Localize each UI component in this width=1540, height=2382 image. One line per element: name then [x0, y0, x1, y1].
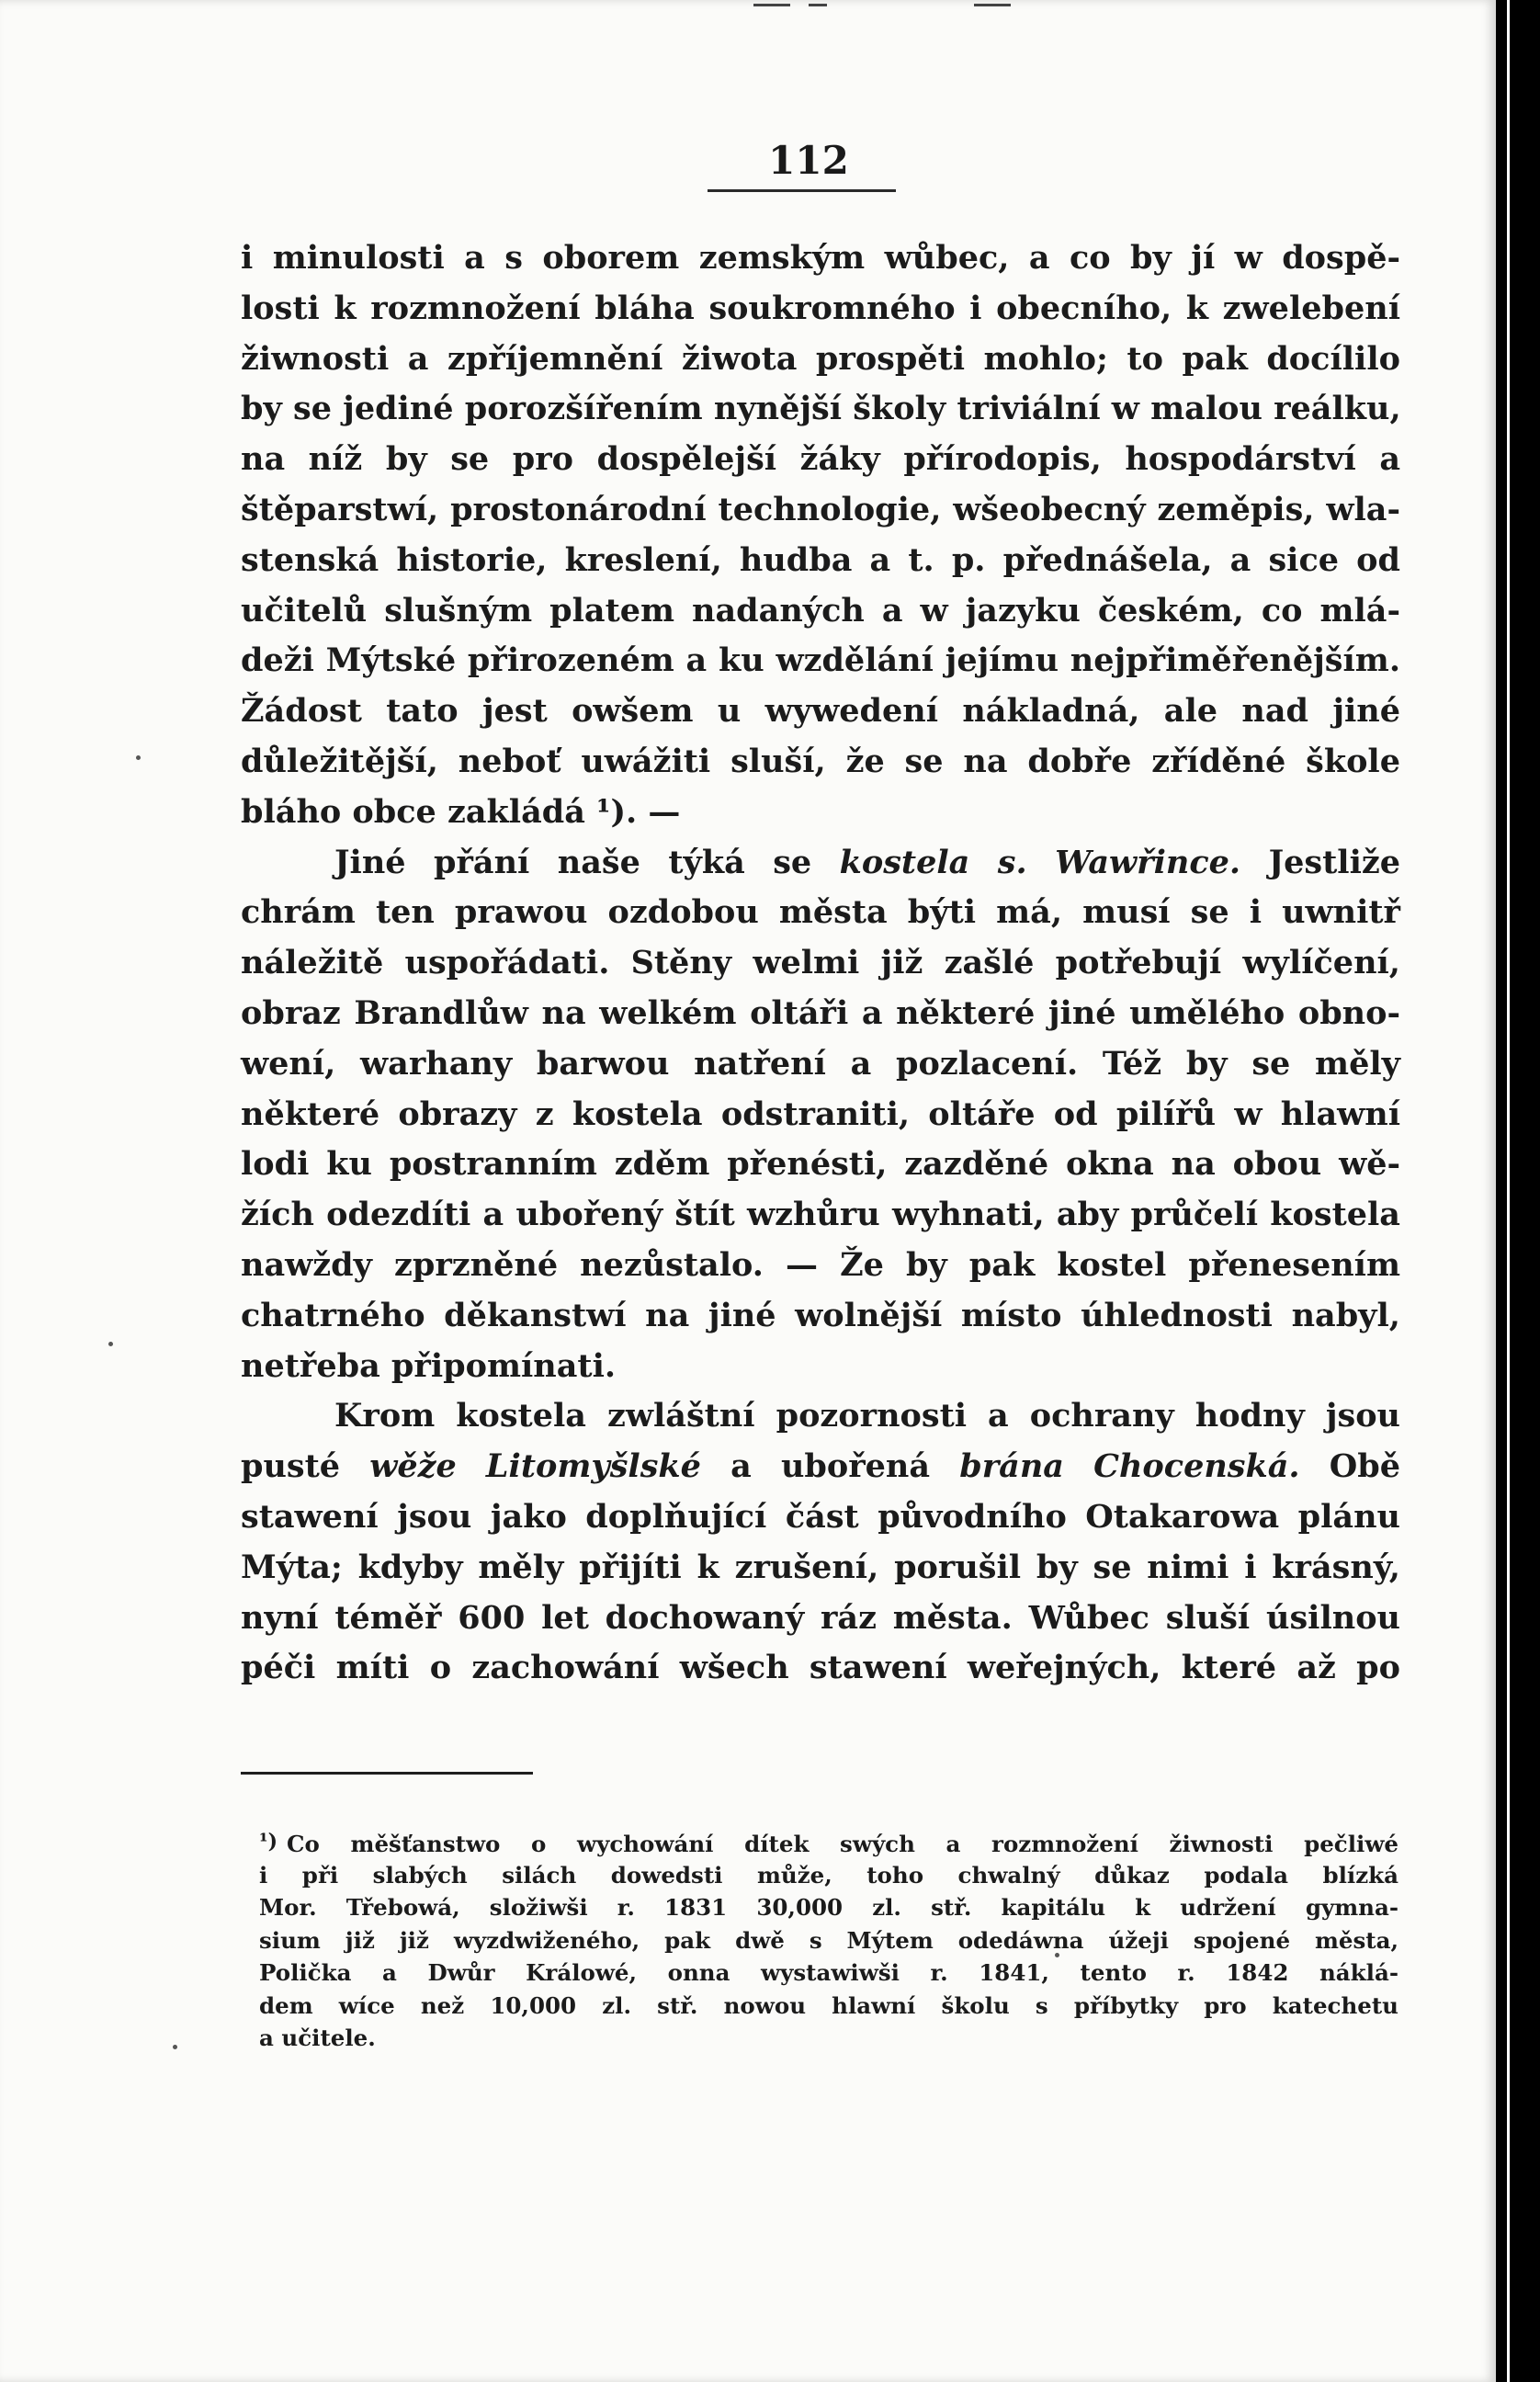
text-line: žiwnosti a zpříjemnění žiwota prospěti mohlo; to pak docílilo — [241, 339, 1400, 378]
text-line: náležitě uspořádati. Stěny welmi již zašlé potřebují wylíčení, — [241, 944, 1400, 982]
text-line: bláho obce zakládá ¹). — — [241, 792, 681, 831]
text-span: Jestliže — [1268, 843, 1401, 881]
page-number: 112 — [768, 138, 849, 183]
text-line: štěparstwí, prostonárodní technologie, wšeobecný zeměpis, wla- — [241, 490, 1400, 528]
footnote-line: Mor. Třebowá, složiwši r. 1831 30,000 zl. stř. kapitálu k udržení gymna- — [259, 1894, 1398, 1921]
text-span: Obě — [1329, 1447, 1401, 1486]
text-span: pusté — [241, 1447, 341, 1486]
text-line: nyní téměř 600 let dochowaný ráz města. Wůbec sluší úsilnou — [241, 1598, 1400, 1637]
page-number-rule — [708, 189, 896, 192]
text-line: netřeba připomínati. — [241, 1346, 617, 1385]
text-line: Mýta; kdyby měly přijíti k zrušení, porušil by se nimi i krásný, — [241, 1548, 1400, 1586]
text-line: wení, warhany barwou natření a pozlacení. Též by se měly — [241, 1044, 1400, 1083]
text-span: Jiné přání naše týká se — [334, 843, 812, 881]
text-line: péči míti o zachowání wšech stawení weřejných, které až po — [241, 1649, 1400, 1687]
page-edge-line — [1507, 0, 1510, 2382]
text-line: některé obrazy z kostela odstraniti, oltáře od pilířů w hlawní — [241, 1095, 1400, 1133]
scan-speck — [1055, 1953, 1059, 1957]
footnote-line: Polička a Dwůr Králowé, onna wystawiwši r. 1841, tento r. 1842 náklá- — [259, 1959, 1398, 1986]
scan-speck — [173, 2045, 177, 2049]
text-span: a ubořená — [730, 1447, 931, 1486]
text-span: Co měšťanstwo o wychowání dítek swých a rozmnožení žiwnosti pečliwé — [287, 1831, 1398, 1857]
scan-border — [1496, 0, 1540, 2382]
text-line: obraz Brandlůw na welkém oltáři a některé jiné umělého obno- — [241, 993, 1400, 1032]
text-line: žích odezdíti a ubořený štít wzhůru wyhnati, aby průčelí kostela — [241, 1196, 1400, 1234]
scan-speck — [108, 1342, 113, 1346]
text-line: stenská historie, kreslení, hudba a t. p. přednášela, a sice od — [241, 540, 1400, 579]
footnote-line: dem wíce než 10,000 zl. stř. nowou hlawní školu s příbytky pro katechetu — [259, 1991, 1398, 2019]
text-line: nawždy zprzněné nezůstalo. — Že by pak kostel přenesením — [241, 1245, 1400, 1284]
text-line: losti k rozmnožení bláha soukromného i obecního, k zwelebení — [241, 289, 1400, 327]
footnote-line — [259, 1826, 1398, 1859]
footnote-marker: ¹) — [259, 1830, 278, 1854]
footnote-line: i při slabých silách dowedsti může, toho chwalný důkaz podala blízká — [259, 1861, 1398, 1889]
top-edge-marks — [753, 0, 1029, 13]
text-line: lodi ku postranním zděm přenésti, zazděné okna na obou wě- — [241, 1145, 1400, 1184]
tower-name: wěže Litomyšlské — [369, 1447, 701, 1486]
footnote-line: a učitele. — [259, 2025, 376, 2051]
text-line: stawení jsou jako doplňující část původního Otakarowa plánu — [241, 1497, 1400, 1536]
text-line: důležitější, neboť uwážiti sluší, že se na dobře zříděné škole — [241, 742, 1400, 780]
text-line: na níž by se pro dospělejší žáky přírodopis, hospodárství a — [241, 440, 1400, 479]
gate-name: brána Chocenská. — [959, 1447, 1300, 1486]
text-line: učitelů slušným platem nadaných a w jazyku českém, co mlá- — [241, 591, 1400, 630]
paragraph-start-line — [241, 838, 1400, 889]
main-text — [241, 233, 1400, 1694]
paragraph-start-line: Krom kostela zwláštní pozornosti a ochrany hodny jsou — [334, 1397, 1400, 1435]
text-line: chrám ten prawou ozdobou města býti má, musí se i uwnitř — [241, 893, 1400, 932]
footnote-line: sium již již wyzdwiženého, pak dwě s Mýtem odedáwna úžeji spojené města, — [259, 1926, 1398, 1954]
scan-speck — [136, 755, 141, 760]
text-line: Žádost tato jest owšem u wywedení nákladná, ale nad jiné — [241, 692, 1400, 731]
text-line: by se jediné porozšířením nynější školy triviální w malou reálku, — [241, 390, 1401, 428]
footnote — [259, 1826, 1398, 2055]
footnote-rule — [241, 1772, 533, 1775]
church-name: kostela s. Wawřince. — [839, 843, 1241, 881]
text-line — [241, 1442, 1400, 1492]
text-line: chatrného děkanstwí na jiné wolnější místo úhlednosti nabyl, — [241, 1296, 1400, 1334]
text-line: deži Mýtské přirozeném a ku wzdělání jejímu nejpřiměřenějším. — [241, 641, 1400, 680]
text-line: i minulosti a s oborem zemským wůbec, a co by jí w dospě- — [241, 239, 1400, 277]
